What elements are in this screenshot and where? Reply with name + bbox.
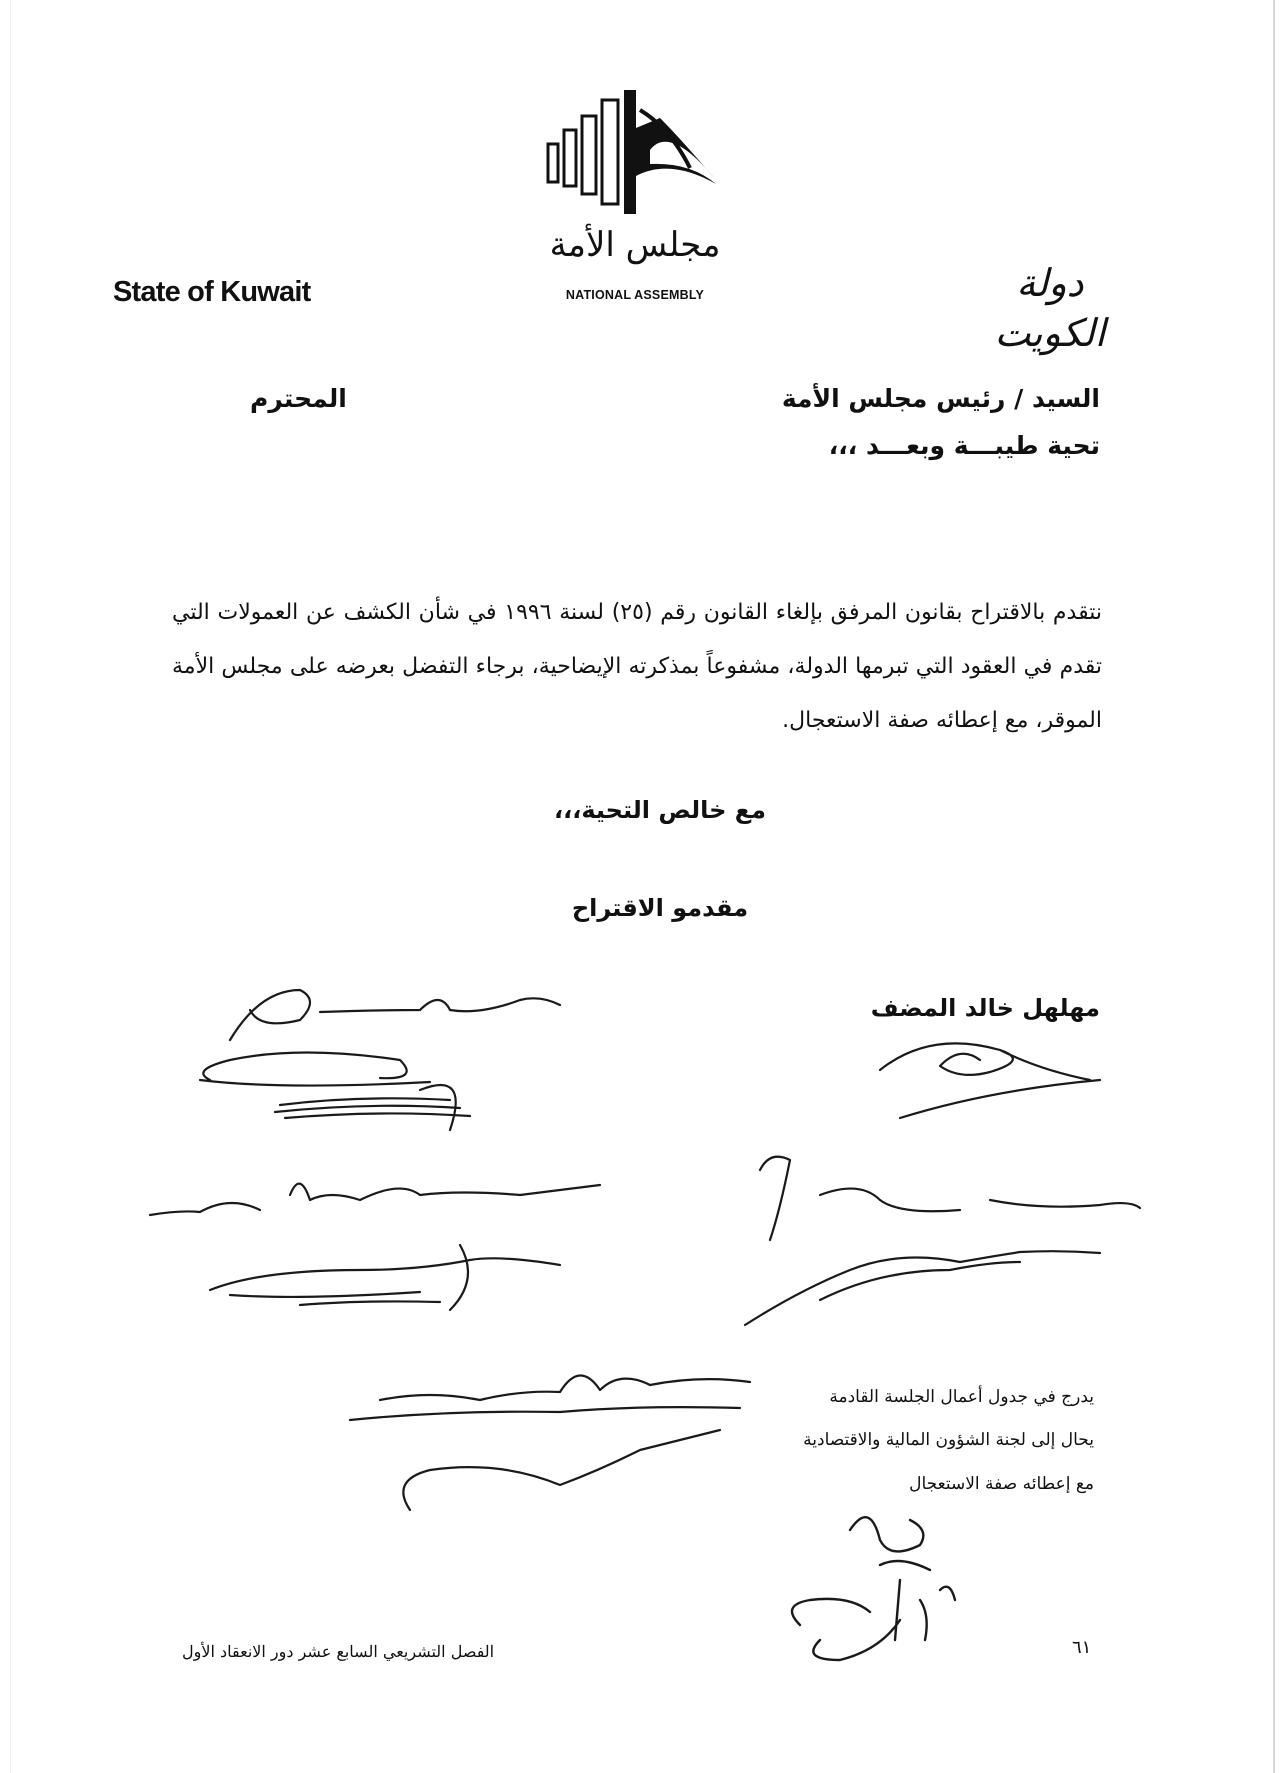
national-assembly-logo bbox=[540, 88, 730, 216]
greeting-line: تحية طيبـــة وبعـــد ،،، bbox=[828, 431, 1100, 460]
logo-arabic-text: مجلس الأمة bbox=[549, 225, 721, 265]
state-of-kuwait-english: State of Kuwait bbox=[113, 276, 311, 308]
recipient-line: السيد / رئيس مجلس الأمة bbox=[781, 384, 1100, 413]
referral-note-agenda: يدرج في جدول أعمال الجلسة القادمة bbox=[829, 1387, 1094, 1407]
closing-regards: مع خالص التحية،،، bbox=[553, 796, 767, 824]
honorific: المحترم bbox=[250, 384, 347, 413]
state-of-kuwait-arabic: دولة الكويت bbox=[994, 261, 1106, 355]
body-paragraph: نتقدم بالاقتراح بقانون المرفق بإلغاء القانون رقم (٢٥) لسنة ١٩٩٦ في شأن الكشف عن العمولات التي تقدم في العقود التي تبرمها الدولة، مشفوعاً بمذكرته الإيضاحية، برجاء التفضل بعرضه على مجلس الأمة الموقر، مع إعطائه صفة الاستعجال. bbox=[172, 600, 1102, 733]
logo-english-text: NATIONAL ASSEMBLY bbox=[565, 288, 705, 302]
footer-term: الفصل التشريعي السابع عشر دور الانعقاد الأول bbox=[182, 1642, 495, 1661]
referral-note-urgency: مع إعطائه صفة الاستعجال bbox=[909, 1474, 1094, 1494]
referral-note-committee: يحال إلى لجنة الشؤون المالية والاقتصادية bbox=[803, 1430, 1094, 1450]
proposers-title: مقدمو الاقتراح bbox=[571, 894, 749, 922]
signatory-name-1: مهلهل خالد المضف bbox=[870, 994, 1100, 1022]
page-number: ٦١ bbox=[1072, 1637, 1092, 1658]
